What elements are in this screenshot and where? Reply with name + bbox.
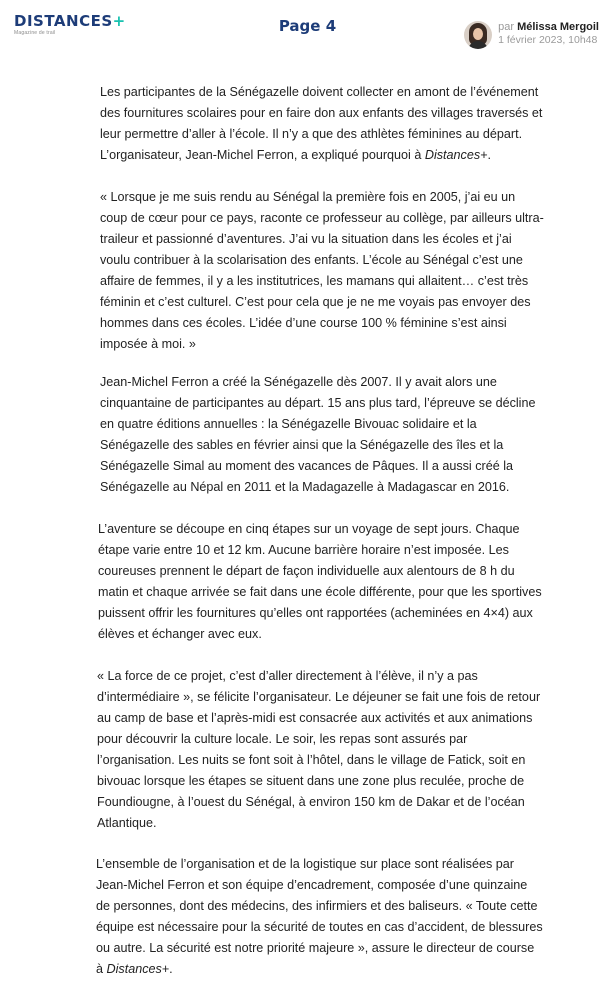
magazine-name: Distances+ [424,148,488,162]
author-prefix: par [498,21,515,33]
logo-plus-icon: + [112,12,126,30]
logo-tagline: Magazine de trail [14,30,56,36]
logo-wordmark: DISTANCES+ [14,12,126,30]
article-body [96,82,545,1001]
author-block [464,21,599,49]
article-quote: « Lorsque je me suis rendu au Sénégal la première fois en 2005, j’ai eu un coup de cœur pour ce pays, raconte ce professeur au collège, par ailleurs ultra-traileur et passionné d’aventures. J’ai vu la situation dans les écoles et j’ai voulu contribuer à la scolarisation des enfants. L’école au Sénégal c’est une affaire de femmes, il y a les institutrices, les mamans qui allaitent… c’est très féminin et c’est culturel. C’est pour cela que je ne me voyais pas envoyer des hommes dans ces écoles. L’idée d’une course 100 % féminine s’est ainsi imposée à moi. » [100,190,544,351]
article-paragraph: Les participantes de la Sénégazelle doivent collecter en amont de l’événement des fournitures scolaires pour en faire don aux enfants des villages traversés et leur permettre d’aller à l’école. Il n’y a que des athlètes féminines au départ. L’organisateur, Jean-Michel Ferron, a expliqué pourquoi à Distances+. [100,85,543,162]
author-name[interactable]: Mélissa Mergoil [517,21,599,33]
article-paragraph: Jean-Michel Ferron a créé la Sénégazelle dès 2007. Il y avait alors une cinquantaine de participantes au départ. 15 ans plus tard, l’épreuve se décline en quatre éditions annuelles : la Sénégazelle Bivouac solidaire et la Sénégazelle des sables en février ainsi que la Sénégazelle des îles et la Sénégazelle Simal au moment des vacances de Pâques. Il a aussi créé la Sénégazelle au Népal en 2011 et la Madagazelle à Madagascar en 2016. [100,375,536,494]
page-header [0,0,615,60]
page-title: Page 4 [278,17,337,35]
magazine-name: Distances+ [106,962,170,976]
article-paragraph: L’ensemble de l’organisation et de la logistique sur place sont réalisées par Jean-Michel Ferron et son équipe d’encadrement, composée d’une quinzaine de personnes, dont des médecins, des infirmiers et des baliseurs. « Toute cette équipe est nécessaire pour la sécurité de toutes en cas d’accident, de blessures ou autre. La sécurité est notre priorité majeure », assure le directeur de course à Distances+. [96,857,543,976]
article-paragraph: L’aventure se découpe en cinq étapes sur un voyage de sept jours. Chaque étape varie entre 10 et 12 km. Aucune barrière horaire n’est imposée. Les coureuses prennent le départ de façon individuelle aux alentours de 8 h du matin et chaque arrivée se fait dans une école différente, pour que les sportives puissent offrir les fournitures qu’elles ont rapportées (acheminées en 4×4) aux élèves et échanger avec eux. [98,522,542,641]
publish-date: 1 février 2023, 10h48 [498,34,598,46]
article-paragraph: « La force de ce projet, c’est d’aller directement à l’élève, il n’y a pas d’intermédiaire », se félicite l’organisateur. Le déjeuner se fait une fois de retour au camp de base et l’après-midi est consacrée aux activités et aux animations pour découvrir la culture locale. Le soir, les repas sont assurés par l’organisation. Les nuits se font soit à l’hôtel, dans le village de Fatick, soit en bivouac lorsque les étapes se situent dans une zone plus reculée, proche de Foundiougne, à l’ouest du Sénégal, à environ 150 km de Dakar et de l’océan Atlantique. [97,669,541,830]
avatar[interactable] [464,21,492,49]
